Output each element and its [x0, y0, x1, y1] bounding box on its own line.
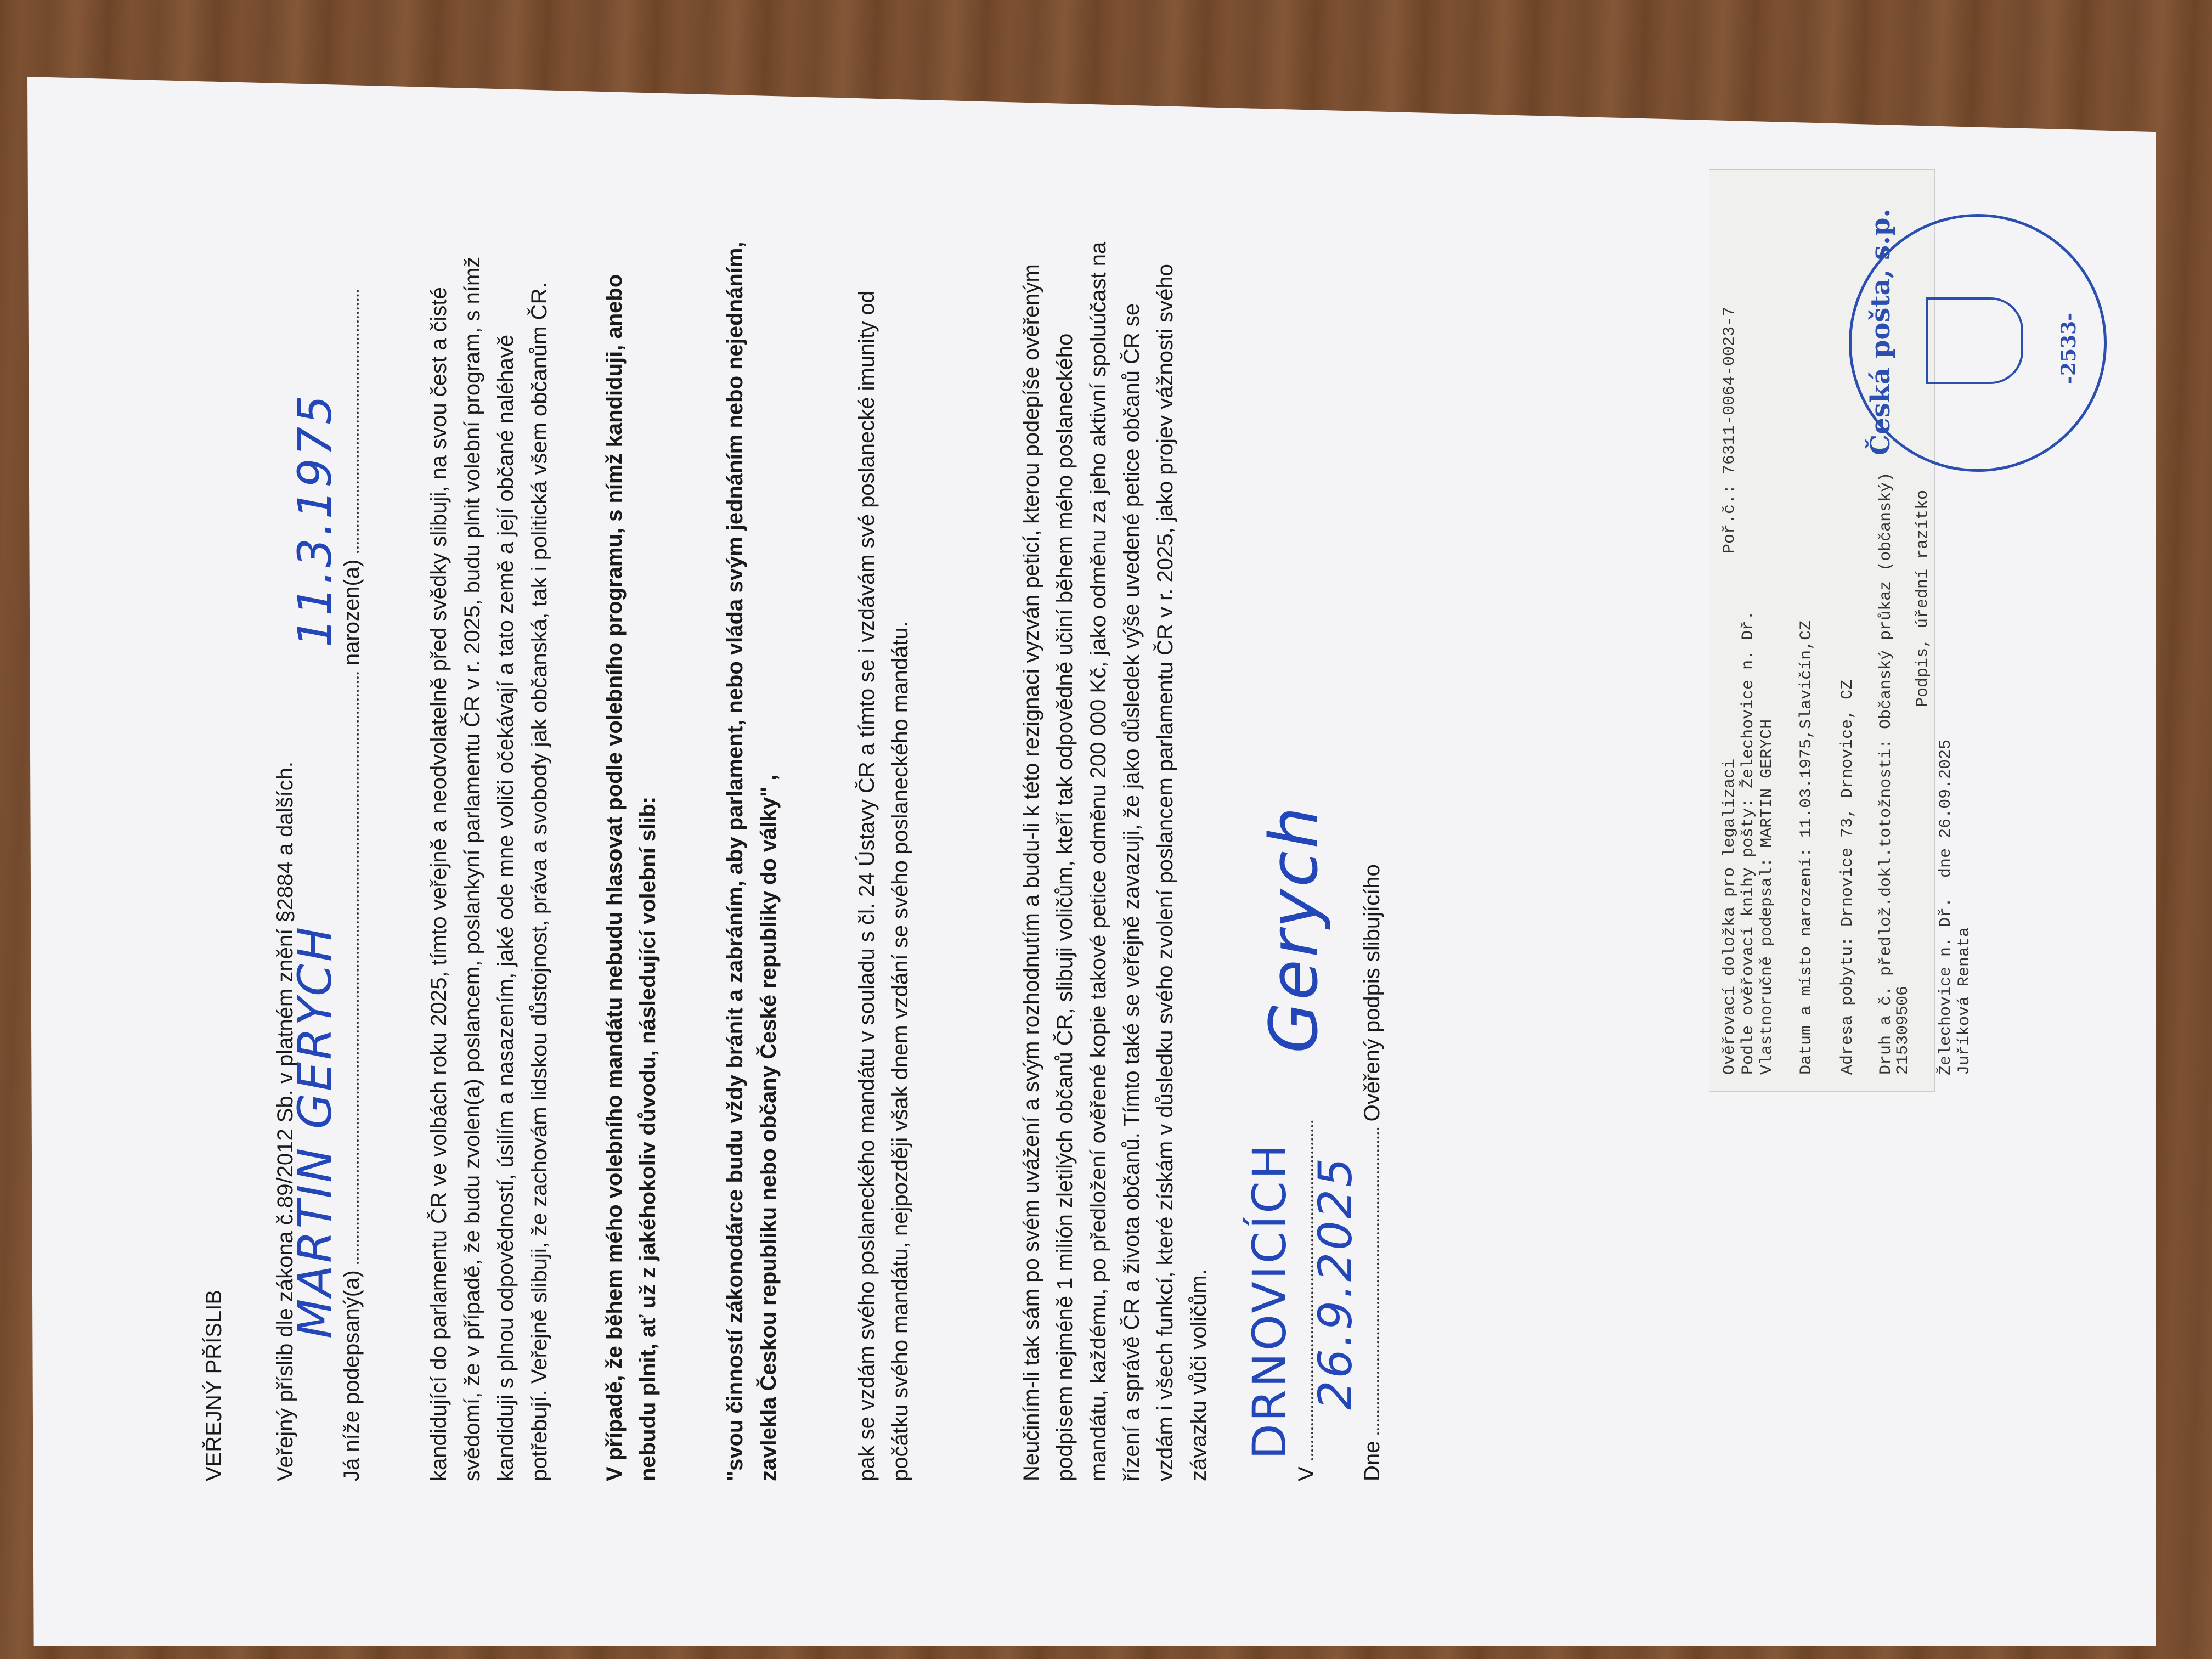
stamp-signature-caption: Podpis, úřední razítko	[1914, 489, 1932, 707]
document-page	[27, 77, 2156, 1646]
stamp-line-6b: 215309506	[1894, 985, 1912, 1075]
handwritten-place: DRNOVICÍCH	[1243, 1142, 1296, 1459]
place-label: V	[1294, 1466, 1318, 1481]
handwritten-date: 26.9.2025	[1308, 1155, 1362, 1410]
stamp-line-4: Datum a místo narození: 11.03.1975,Slavičín,CZ	[1797, 620, 1816, 1075]
pledge-quote: "svou činností zákonodárce budu vždy bránit a zabráním, aby parlament, nebo vláda svým jednáním nebo nejednáním, zavlekla Českou republiku nebo občany České republiky do války" ,	[723, 241, 781, 1481]
law-reference: Veřejný příslib dle zákona č.89/2012 Sb. v platném znění §2884 a dalších.	[273, 761, 297, 1481]
undersigned-label: Já níže podepsaný(a)	[340, 1270, 364, 1481]
stamp-order-number: Poř.č.: 76311-0064-0023-7	[1720, 306, 1739, 554]
lion-emblem-icon	[1926, 297, 2023, 384]
stamp-line-1: Ověřovací doložka pro legalizaci	[1720, 758, 1739, 1075]
handwritten-signature: Gerych	[1256, 804, 1333, 1053]
stamp-officer: Juříková Renata	[1955, 927, 1974, 1075]
handwritten-name: MARTIN GERYCH	[288, 924, 342, 1339]
born-label: narozen(a)	[340, 559, 364, 666]
stamp-line-6: Druh a č. předlož.dokl.totožnosti: Občanský průkaz (občanský)	[1877, 472, 1895, 1075]
pledge-paragraph-1: kandidující do parlamentu ČR ve volbách roku 2025, tímto veřejně a neodvolatelně před svědky slibuji, na svou čest a čisté svědomí, že v případě, že budu zvolen(a) poslancem, poslankyní parlamentu ČR v r. 2025, budu plnit volební program, s nímž kandiduji s plnou odpovědností, úsilím a nasazením, jaké ode mne voliči očekávají a tato země a její občané naléhavě potřebují. Veřejně slibuji, že zachovám lidskou důstojnost, práva a svobody jak občanská, tak i politická všem občanům ČR.	[427, 256, 551, 1481]
document-title: VEŘEJNÝ PŘÍSLIB	[202, 1289, 226, 1481]
stamp-line-5: Adresa pobytu: Drnovice 73, Drnovice, CZ	[1838, 679, 1857, 1075]
round-stamp-text: Česká pošta, s.p.	[1865, 208, 1896, 455]
round-stamp-number: -2533-	[2057, 312, 2080, 384]
stamp-place-date: Želechovice n. Dř. dne 26.09.2025	[1937, 739, 1955, 1075]
pledge-paragraph-2: pak se vzdám svého poslaneckého mandátu v souladu s čl. 24 Ústavy ČR a tímto se i vzdávám své poslanecké imunity od počátku svého mandátu, nejpozději však dnem vzdání se svého poslaneckého mandátu.	[855, 291, 912, 1481]
pledge-paragraph-3: Neučiním-li tak sám po svém uvážení a svým rozhodnutím a budu-li k této rezignaci vyzván peticí, kterou podepíše ověřeným podpisem nejméně 1 milión zletilých občanů ČR, slibuji voličům, kteří tak odpovědně učiní během mého poslaneckého mandátu, každému, po předložení ověřené kopie takové petice odměnu 200 000 Kč, jako odměnu za jeho aktivní spoluúčast na řízení a správě ČR a života občanů. Tímto také se veřejně zavazuji, že jako důsledek výše uvedené petice občanů ČR se vzdám i všech funkcí, které získám v důsledku svého zvolení poslancem parlamentu ČR v r. 2025, jako projev vážnosti svého závazku vůči voličům.	[1019, 241, 1211, 1481]
stamp-line-3: Vlastnoručně podepsal: MARTIN GERYCH	[1758, 719, 1776, 1075]
date-label: Dne	[1360, 1441, 1384, 1481]
signature-label: Ověřený podpis slibujícího	[1360, 864, 1384, 1122]
stamp-line-2: Podle ověřovací knihy pošty: Želechovice n. Dř.	[1739, 610, 1758, 1075]
handwritten-birthdate: 11.3.1975	[288, 393, 342, 647]
condition-paragraph: V případě, že během mého volebního mandátu nebudu hlasovat podle volebního programu, s nímž kandiduji, anebo nebudu plnit, ať už z jakéhokoliv důvodu, následující volební slib:	[602, 274, 660, 1481]
